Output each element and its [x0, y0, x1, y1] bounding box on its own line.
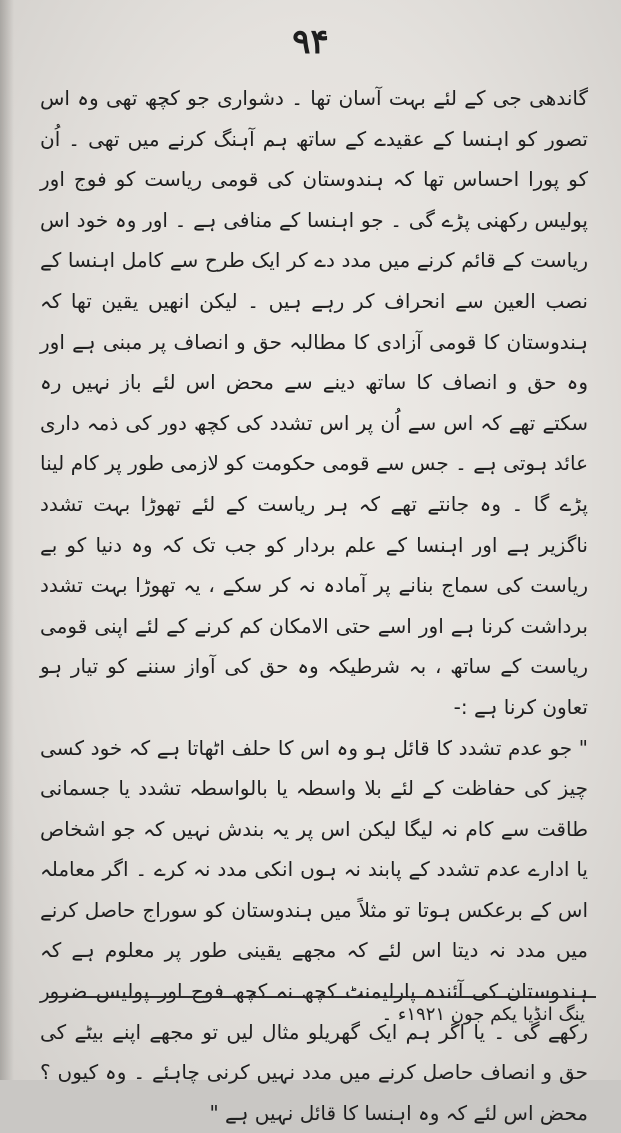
footnote: ینگ انڈیا یکم جون ۱۹۲۱ء ۔ [37, 1004, 585, 1025]
footnote-divider [48, 996, 596, 998]
quotation-paragraph: " جو عدم تشدد کا قائل ہو وہ اس کا حلف اٹھاتا ہے کہ خود کسی چیز کی حفاظت کے لئے بلا واسطہ یا بالواسطہ تشدد یا جسمانی طاقت سے کام نہ لیگا لیکن اس پر یہ بندش نہیں کہ جو اشخاص یا ادارے عدم تشدد کے پابند نہ ہوں انکی مدد نہ کرے ۔ اگر معاملہ اس کے برعکس ہوتا تو مثلاً میں ہندوستان کو سوراج حاصل کرنے میں مدد نہ دیتا اس لئے کہ مجھے یقینی طور پر معلوم ہے کہ ہندوستان کی آئندہ پارلیمنٹ کچھ نہ کچھ فوج اور پولیس ضرور رکھے گی ۔ یا اگر ہم ایک گھریلو مثال لیں تو مجھے اپنے بیٹے کی حق و انصاف حاصل کرنے میں مدد نہیں کرنی چاہئے ۔ وہ کیوں ؟ محض اس لئے کہ وہ اہنسا کا قائل نہیں ہے " [40, 728, 588, 1133]
page-number: ۹۴ [0, 22, 621, 62]
paragraph: گاندھی جی کے لئے بہت آسان تھا ۔ دشواری جو کچھ تھی وہ اس تصور کو اہنسا کے عقیدے کے ساتھ ہم آہنگ کرنے میں تھی ۔ اُن کو پورا احساس تھا کہ ہندوستان کی قومی ریاست کو فوج اور پولیس رکھنی پڑے گی ۔ جو اہنسا کے منافی ہے ۔ اور وہ خود اس ریاست کے قائم کرنے میں مدد دے کر ایک طرح سے کامل اہنسا کے نصب العین سے انحراف کر رہے ہیں ۔ لیکن انھیں یقین تھا کہ ہندوستان کا قومی آزادی کا مطالبہ حق و انصاف پر مبنی ہے اور وہ حق و انصاف کا ساتھ دینے سے محض اس لئے باز نہیں رہ سکتے تھے کہ اس سے اُن پر اس تشدد کی کچھ دور کی ذمہ داری عائد ہوتی ہے ۔ جس سے قومی حکومت کو لازمی طور پر کام لینا پڑے گا ۔ وہ جانتے تھے کہ ہر ریاست کے لئے تھوڑا بہت تشدد ناگزیر ہے اور اہنسا کے علم بردار کو جب تک کہ وہ دنیا کو بے ریاست کی سماج بنانے پر آمادہ نہ کر سکے ، یہ تھوڑا بہت تشدد برداشت کرنا ہے اور اسے حتی الامکان کم کرنے کے لئے اپنی قومی ریاست کے ساتھ ، بہ شرطیکہ وہ حق کی آواز سننے کو تیار ہو تعاون کرنا ہے :- [40, 78, 588, 728]
body-text [40, 78, 588, 1133]
